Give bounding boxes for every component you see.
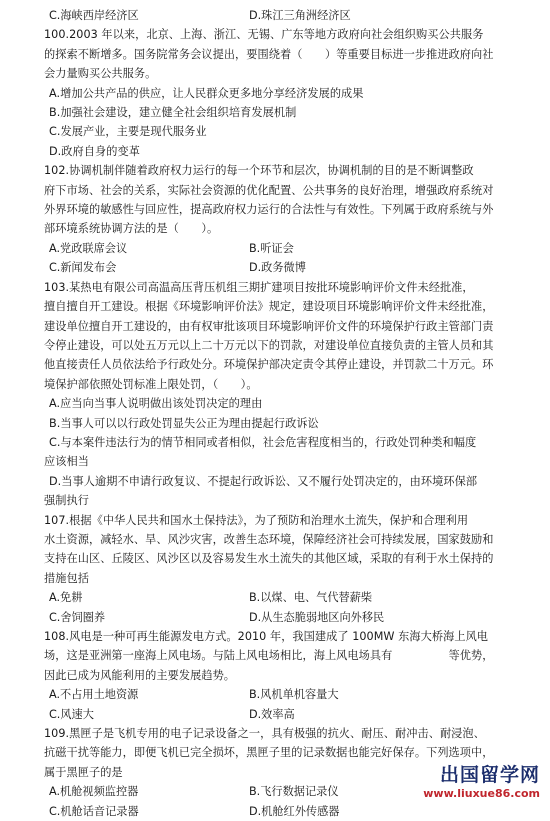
question-text: 109.黑匣子是飞机专用的电子记录设备之一，具有极强的抗火、耐压、耐冲击、耐浸泡、 [44,727,485,741]
option-c: C.机舱话音记录器 [49,804,139,818]
option-b: B.加强社会建设，建立健全社会组织培育发展机制 [49,106,297,120]
site-watermark [423,760,540,800]
watermark-url: www.liuxue86.com [423,787,540,800]
question-text: 抗磁干扰等能力，即便飞机已完全损坏，黑匣子里的记录数据也能完好保存。下列选项中， [44,746,494,760]
question-text: 建设单位擅自开工建设的，由有权审批该项目环境影响评价文件的环境保护行政主管部门责 [44,319,494,333]
question-text: 支持在山区、丘陵区、风沙区以及容易发生水土流失的其他区域，采取的有利于水土保持的 [44,552,494,566]
option-c: C.风速大 [49,707,94,721]
option-a: A.不占用土地资源 [49,688,139,702]
option-row [44,239,534,258]
question-text: 擅自擅自开工建设。根据《环境影响评价法》规定，建设项目环境影响评价文件未经批准， [44,300,494,314]
option-a: A.增加公共产品的供应，让人民群众更多地分享经济发展的成果 [49,86,364,100]
question-text: 107.根据《中华人民共和国水土保持法》，为了预防和治理水土流失，保护和合理利用 [44,513,469,527]
option-d: D.珠江三角洲经济区 [249,9,351,22]
question-text: 会力量购买公共服务。 [44,67,157,81]
option-row [44,802,534,821]
option-row [44,608,534,627]
option-c: C.海峡西岸经济区 [49,9,139,22]
option-b: B.当事人可以以行政处罚显失公正为理由提起行政诉讼 [49,416,319,430]
option-a: A.党政联席会议 [49,241,128,255]
option-b: B.听证会 [249,241,294,255]
question-text: 103.某热电有限公司高温高压背压机组三期扩建项目按批环境影响评价文件未经批准， [44,280,474,294]
option-d: D.机舱红外传感器 [249,804,340,818]
question-108 [44,627,534,724]
option-c: C.发展产业，主要是现代服务业 [49,125,207,139]
question-text: 府下市场、社会的关系，实际社会资源的优化配置、公共事务的良好治理，增强政府系统对 [44,183,494,197]
option-c: C.新闻发布会 [49,261,117,275]
option-d: D.从生态脆弱地区向外移民 [249,610,385,624]
question-text: 外界环境的敏感性与回应性，提高政府权力运行的合法性与有效性。下列属于政府系统与外 [44,203,494,217]
option-a: A.应当向当事人说明做出该处罚决定的理由 [49,397,263,411]
option-b: B.风机单机容量大 [249,688,339,702]
option-row [44,705,534,724]
question-text: 令停止建设，可以处五万元以上二十万元以下的罚款，对建设单位直接负责的主管人员和其 [44,338,494,352]
option-b: B.飞行数据记录仪 [249,785,339,799]
question-107 [44,511,534,627]
document-page [44,6,534,821]
option-a: A.免耕 [49,591,83,605]
option-d: D.效率高 [249,707,295,721]
question-103 [44,278,534,511]
question-100 [44,25,534,161]
question-text: 境保护部依照处罚标准上限处罚，（ ）。 [44,377,258,391]
option-c: C.舍饲圈养 [49,610,106,624]
question-102 [44,161,534,277]
option-row [44,588,534,607]
question-text: 水土资源，减轻水、旱、风沙灾害，改善生态环境，保障经济社会可持续发展，国家鼓励和 [44,532,494,546]
option-d-continued: 强制执行 [44,494,89,508]
question-text: 因此已成为风能利用的主要发展趋势。 [44,668,236,682]
option-b: B.以煤、电、气代替薪柴 [249,591,373,605]
question-text: 102.协调机制伴随着政府权力运行的每一个环节和层次，协调机制的目的是不断调整政 [44,164,474,178]
question-text: 措施包括 [44,571,89,585]
option-d: D.当事人逾期不申请行政复议、不提起行政诉讼、又不履行处罚决定的，由环境环保部 [49,474,478,488]
option-row [44,6,534,25]
option-c-continued: 应该相当 [44,455,89,469]
question-text: 100.2003 年以来，北京、上海、浙江、无锡、广东等地方政府向社会组织购买公共服务 [44,28,484,42]
question-text: 108.风电是一种可再生能源发电方式。2010 年，我国建成了 100MW 东海大桥海上风电 [44,630,489,643]
watermark-title: 出国留学网 [439,764,540,786]
option-row [44,685,534,704]
question-text: 属于黑匣子的是 [44,765,123,779]
question-text: 场，这是亚洲第一座海上风电场。与陆上风电场相比，海上风电场具有 等优势， [44,649,494,663]
option-d: D.政府自身的变革 [49,144,140,158]
question-text: 部环境系统协调方法的是（ ）。 [44,222,219,236]
option-a: A.机舱视频监控器 [49,785,139,799]
option-row [44,258,534,277]
option-c: C.与本案件违法行为的情节相同或者相似，社会危害程度相当的，行政处罚种类和幅度 [49,435,477,449]
question-text: 他直接责任人员依法给予行政处分。环境保护部决定责令其停止建设，并罚款二十万元。环 [44,358,494,372]
option-d: D.政务微博 [249,261,306,275]
question-text: 的探索不断增多。国务院常务会议提出，要围绕着（ ）等重要目标进一步推进政府向社 [44,47,494,61]
